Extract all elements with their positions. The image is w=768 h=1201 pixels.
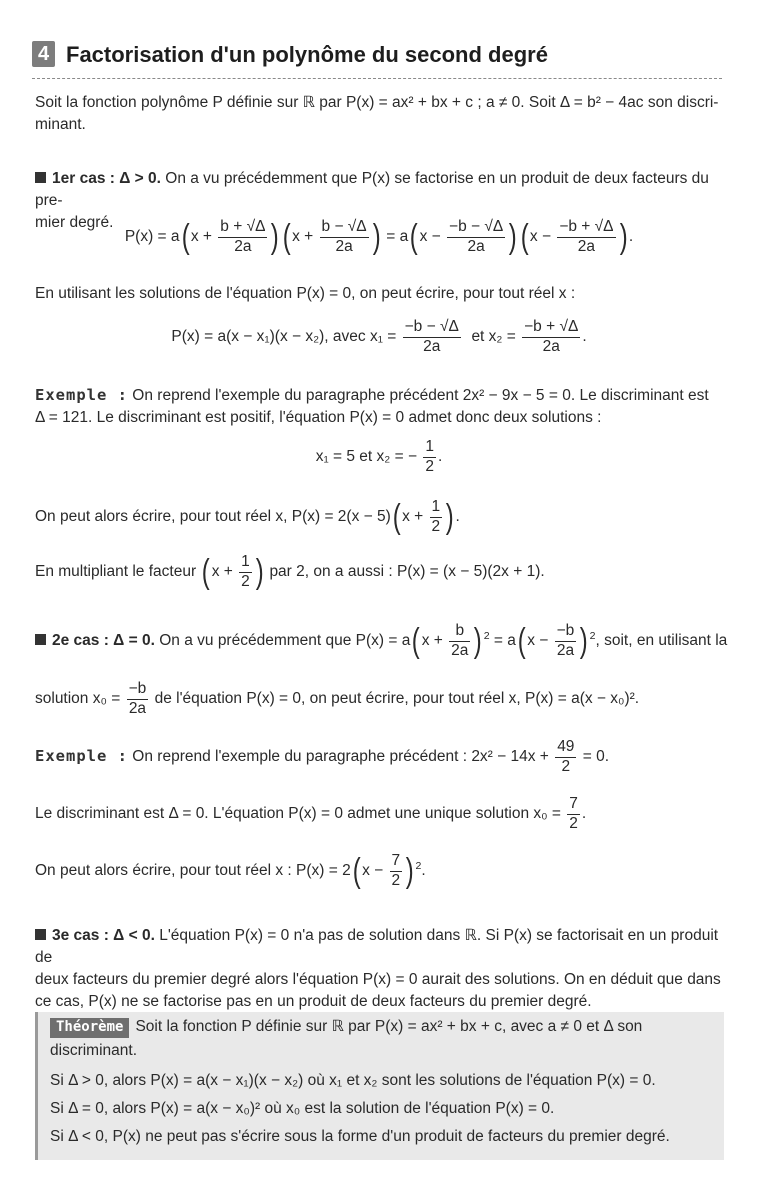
example1-paragraph: [35, 384, 723, 429]
theorem-box: [35, 1012, 724, 1160]
theorem-line-3: Si Δ > 0, alors P(x) = a(x − x₁)(x − x₂) où x₁ et x₂ sont les solutions de l'équation P(x) = 0.: [50, 1072, 656, 1089]
fraction: $\frac{1}{2}$: [431, 498, 441, 535]
case3-line-3: ce cas, P(x) ne se factorise pas en un produit de deux facteurs du premier degré.: [35, 993, 592, 1010]
case1-using-text: En utilisant les solutions de l'équation P(x) = 0, on peut écrire, pour tout réel x :: [35, 285, 576, 302]
case2-solution: solution x₀ = $\frac{-b}{2a}$ de l'équation P(x) = 0, on peut écrire, pour tout réel x, P(x) = a(x − x₀)².: [35, 680, 640, 717]
fraction: $\frac{-b + √\Delta}{2a}$: [559, 218, 614, 255]
fraction: $\frac{-b}{2a}$: [556, 622, 575, 659]
case3-line-2: deux facteurs du premier degré alors l'équation P(x) = 0 aurait des solutions. On en déduit que dans: [35, 971, 721, 988]
case1-text-1: On a vu précédemment que P(x) se factorise en un produit de deux facteurs du pre-: [35, 170, 709, 209]
fraction: $\frac{1}{2}$: [241, 553, 250, 590]
fraction: $\frac{-b}{2a}$: [128, 680, 147, 717]
fraction: $\frac{b + √\Delta}{2a}$: [220, 218, 266, 255]
theorem-line-4: Si Δ = 0, alors P(x) = a(x − x₀)² où x₀ est la solution de l'équation P(x) = 0.: [50, 1100, 555, 1117]
intro-line-2: minant.: [35, 116, 86, 133]
theorem-line-5: Si Δ < 0, P(x) ne peut pas s'écrire sous la forme d'un produit de facteurs du premier degré.: [50, 1128, 670, 1145]
fraction: $\frac{-b - √\Delta}{2a}$: [449, 218, 504, 255]
intro-paragraph: [35, 92, 723, 136]
fraction: $\frac{1}{2}$: [425, 438, 434, 475]
theorem-line-1: Soit la fonction P définie sur ℝ par P(x) = ax² + bx + c, avec a ≠ 0 et Δ son: [135, 1018, 643, 1035]
fraction: $\frac{49}{2}$: [557, 738, 575, 775]
fraction: $\frac{-b + √\Delta}{2a}$: [524, 318, 579, 355]
fraction: $\frac{b}{2a}$: [451, 622, 469, 659]
example1-multiply: En multipliant le facteur ( x + $\frac{1}{2}$ ) par 2, on a aussi : P(x) = (x − 5)(2x + 1).: [35, 553, 545, 592]
bullet-square-icon: [35, 634, 46, 645]
section-header: [32, 38, 722, 79]
fraction: $\frac{7}{2}$: [391, 852, 401, 889]
section-title: Factorisation d'un polynôme du second degré: [66, 42, 548, 67]
example2-label: Exemple :: [35, 747, 128, 766]
intro-line-1: Soit la fonction polynôme P définie sur ℝ par P(x) = ax² + bx + c ; a ≠ 0. Soit Δ = b² − 4ac son discri-: [35, 94, 719, 111]
theorem-line-2: discriminant.: [50, 1042, 137, 1059]
example1-solutions: x₁ = 5 et x₂ = − $\frac{1}{2}$ .: [315, 438, 443, 475]
formula-lhs: P(x) = a: [124, 228, 180, 246]
fraction: $\frac{-b - √\Delta}{2a}$: [404, 318, 459, 355]
example1-label: Exemple :: [35, 386, 128, 404]
example2-line-1: Exemple : On reprend l'exemple du paragraphe précédent : 2x² − 14x + $\frac{49}{2}$ = 0.: [35, 738, 610, 775]
fraction: $\frac{b - √\Delta}{2a}$: [321, 218, 367, 255]
case2-paragraph: 2e cas : Δ = 0. On a vu précédemment que P(x) = a( x + $\frac{b}{2a}$ ) $^2$ = a( x − $\frac{-b}{2a}$ ) $^2$, soit, en utilisant la: [35, 622, 723, 660]
example1-write: On peut alors écrire, pour tout réel x, P(x) = 2(x − 5)( x + $\frac{1}{2}$ ) .: [35, 498, 460, 537]
case1-text-2: mier degré.: [35, 214, 114, 231]
case2-label: 2e cas : Δ = 0.: [52, 632, 155, 650]
bullet-square-icon: [35, 929, 46, 940]
example1-line-1: On reprend l'exemple du paragraphe précédent 2x² − 9x − 5 = 0. Le discriminant est: [128, 387, 709, 404]
case1-factor-form: P(x) = a(x − x₁)(x − x₂), avec x₁ = $\frac{-b - √\Delta}{2a}$ et x₂ = $\frac{-b + √\Delta}{2a}$ .: [171, 318, 587, 355]
fraction: $\frac{7}{2}$: [569, 795, 578, 832]
bullet-square-icon: [35, 172, 46, 183]
case1-formula: P(x) = a( x + $\frac{b + √\Delta}{2a}$ )( x + $\frac{b - √\Delta}{2a}$ ) = a( x − $\frac{-b - √\Delta}{2a}$ )( x − $\frac{-b + √\Delta}{2a}$ ) .: [124, 218, 634, 257]
example1-line-2: Δ = 121. Le discriminant est positif, l'équation P(x) = 0 admet donc deux solutions :: [35, 409, 602, 426]
case3-line-1: L'équation P(x) = 0 n'a pas de solution dans ℝ. Si P(x) se factorisait en un produit de: [35, 927, 719, 966]
case1-label: 1er cas : Δ > 0.: [52, 170, 161, 187]
example2-discriminant: Le discriminant est Δ = 0. L'équation P(x) = 0 admet une unique solution x₀ = $\frac{7}{2}$ .: [35, 795, 587, 832]
case3-paragraph: [35, 925, 723, 1013]
section-number: 4: [32, 41, 55, 67]
case3-label: 3e cas : Δ < 0.: [52, 927, 155, 944]
theorem-label: Théorème: [50, 1018, 129, 1038]
example2-write: On peut alors écrire, pour tout réel x : P(x) = 2( x − $\frac{7}{2}$ ) $^2$.: [35, 852, 426, 891]
